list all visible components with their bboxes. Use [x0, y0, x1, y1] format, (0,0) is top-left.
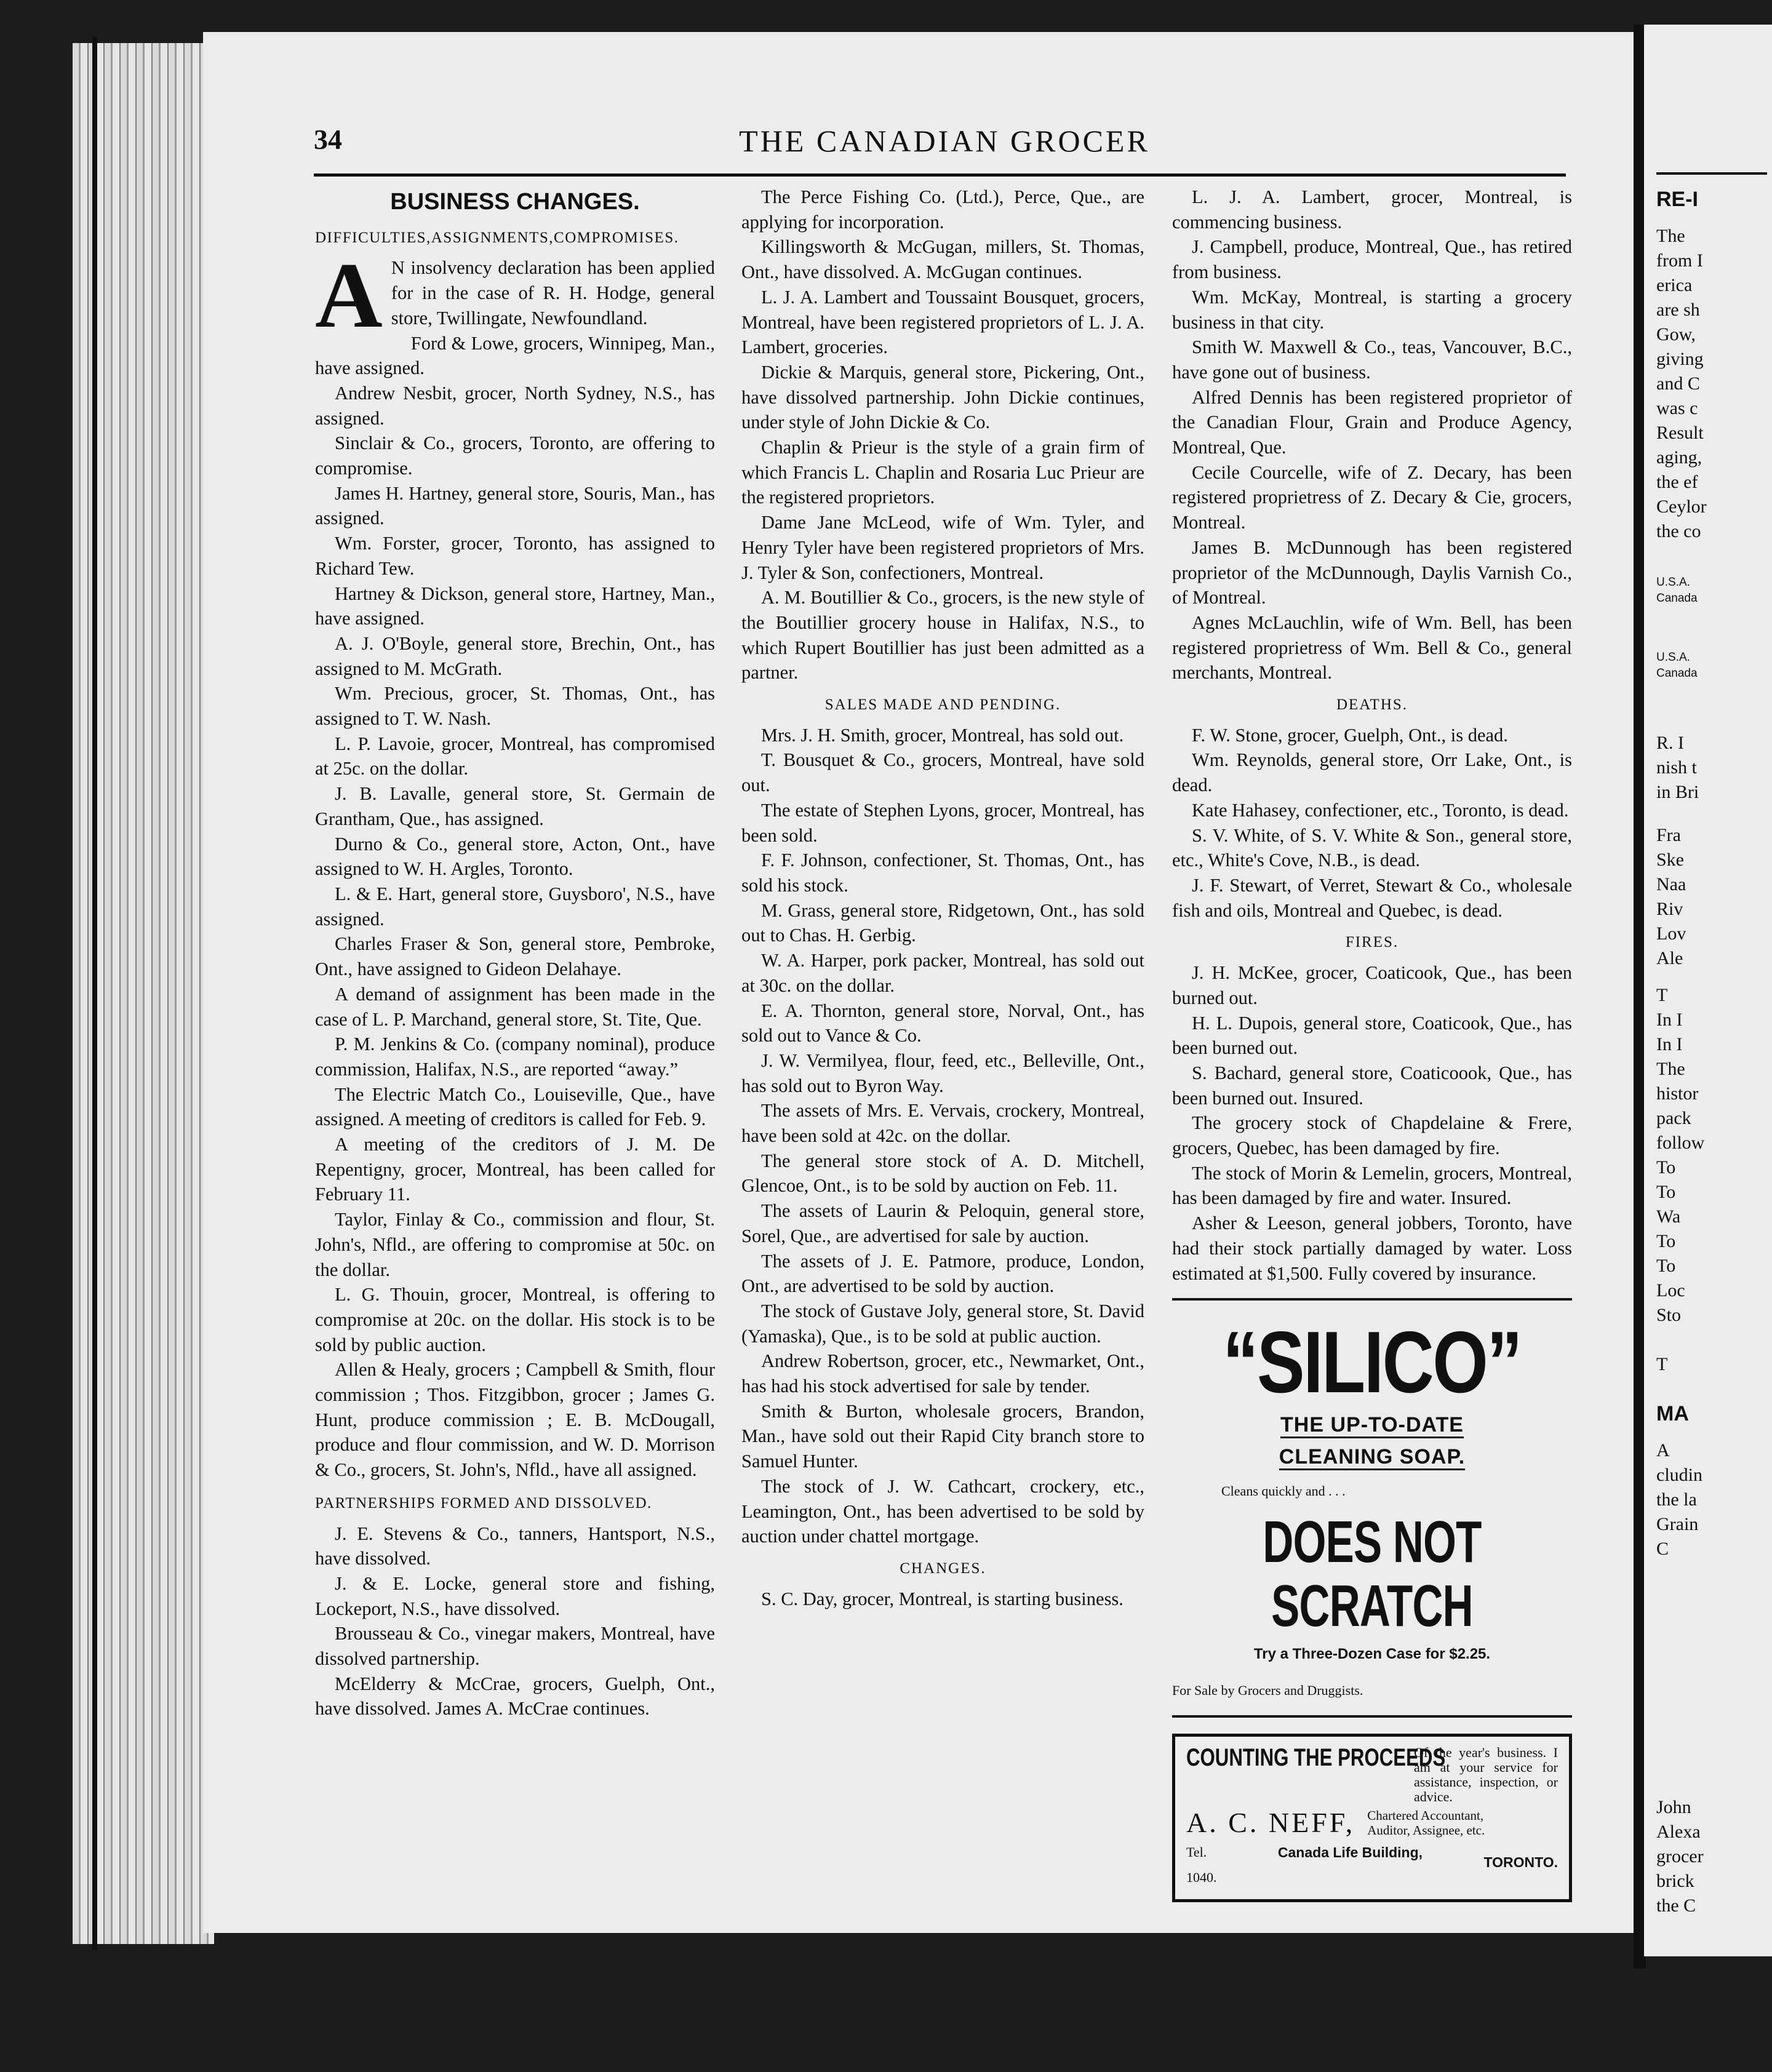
notice-paragraph: L. G. Thouin, grocer, Montreal, is offering to compromise at 20c. on the dollar. His stock is to be sold by public auction. [315, 1284, 715, 1355]
notice-paragraph: The stock of Morin & Lemelin, grocers, Montreal, has been damaged by fire and water. Insured. [1172, 1162, 1572, 1209]
next-page-line: Gow, [1656, 324, 1696, 345]
neff-tel-label: Tel. [1186, 1844, 1207, 1860]
notice-paragraph: Wm. Reynolds, general store, Orr Lake, Ont., is dead. [1172, 749, 1572, 796]
notice-paragraph: The estate of Stephen Lyons, grocer, Montreal, has been sold. [741, 799, 1144, 846]
col2-list-3 [741, 1587, 1144, 1612]
next-page-line: Alexa [1656, 1822, 1701, 1842]
ad-rule-bottom [1172, 1715, 1572, 1718]
neff-city: TORONTO. [1483, 1854, 1558, 1871]
next-page-line: A [1656, 1440, 1670, 1460]
notice-paragraph: James B. McDunnough has been registered proprietor of the McDunnough, Daylis Varnish Co., of Montreal. [1172, 536, 1572, 608]
next-page-line: brick [1656, 1871, 1694, 1891]
silico-slogan: DOES NOT SCRATCH [1263, 1508, 1482, 1639]
notice-paragraph: Smith & Burton, wholesale grocers, Brandon, Man., have sold out their Rapid City branch store to Samuel Hunter. [741, 1400, 1144, 1472]
col2-list [741, 185, 1144, 685]
next-small-2 [1656, 650, 1772, 682]
binding-shadow [92, 37, 97, 1950]
next-page-fragment [1644, 25, 1772, 1956]
next-page-line: was c [1656, 398, 1698, 418]
next-page-line: erica [1656, 275, 1693, 295]
notice-paragraph: The grocery stock of Chapdelaine & Frere, grocers, Quebec, has been damaged by fire. [1172, 1112, 1572, 1159]
next-page-line: Sto [1656, 1305, 1682, 1325]
next-page-line: The [1656, 1059, 1685, 1079]
silico-advertisement [1172, 1298, 1572, 1718]
deaths-subhead: DEATHS. [1336, 696, 1408, 714]
notice-paragraph: Agnes McLauchlin, wife of Wm. Bell, has been registered proprietress of Wm. Bell & Co., general merchants, Montreal. [1172, 612, 1572, 683]
neff-role-1: Chartered Accountant, [1367, 1808, 1484, 1823]
notice-paragraph: E. A. Thornton, general store, Norval, Ont., has sold out to Vance & Co. [741, 1000, 1144, 1046]
silico-sale-note: For Sale by Grocers and Druggists. [1172, 1682, 1363, 1698]
notice-paragraph: James H. Hartney, general store, Souris, Man., has assigned. [315, 482, 715, 529]
drop-cap: A [315, 244, 383, 348]
notice-paragraph: Wm. McKay, Montreal, is starting a grocery business in that city. [1172, 286, 1572, 333]
notice-paragraph: The general store stock of A. D. Mitchell, Glencoe, Ont., is to be sold by auction on Feb. 11. [741, 1150, 1144, 1197]
notice-paragraph: The stock of J. W. Cathcart, crockery, etc., Leamington, Ont., has been advertised to be sold by auction under chattel mortgage. [741, 1475, 1144, 1547]
next-page-line: Loc [1656, 1280, 1685, 1301]
notice-paragraph: A meeting of the creditors of J. M. De Repentigny, grocer, Montreal, has been called for February 11. [315, 1134, 715, 1205]
running-title: THE CANADIAN GROCER [739, 124, 1150, 158]
silico-line1: THE UP-TO-DATE [1280, 1413, 1464, 1438]
next-page-line: To [1656, 1231, 1676, 1251]
next-page-line: T [1656, 985, 1668, 1005]
neff-tel-number: 1040. [1186, 1870, 1217, 1886]
notice-paragraph: L. J. A. Lambert and Toussaint Bousquet, grocers, Montreal, have been registered proprietors of L. J. A. Lambert, groceries. [741, 286, 1144, 358]
next-page-line: Canada [1656, 592, 1698, 605]
silico-cleans: Cleans quickly and . . . [1221, 1483, 1346, 1499]
notice-paragraph: Mrs. J. H. Smith, grocer, Montreal, has sold out. [761, 724, 1124, 746]
notice-paragraph: Andrew Nesbit, grocer, North Sydney, N.S., has assigned. [315, 382, 715, 429]
notice-paragraph: S. Bachard, general store, Coaticoook, Que., has been burned out. Insured. [1172, 1062, 1572, 1109]
next-lines-5 [1656, 1438, 1772, 1561]
next-page-line: in Bri [1656, 782, 1699, 802]
notice-paragraph: J. & E. Locke, general store and fishing, Lockeport, N.S., have dissolved. [315, 1572, 715, 1619]
notice-paragraph: Durno & Co., general store, Acton, Ont., have assigned to W. H. Argles, Toronto. [315, 833, 715, 880]
next-page-line: Fra [1656, 825, 1681, 845]
notice-paragraph: Wm. Precious, grocer, St. Thomas, Ont., has assigned to T. W. Nash. [315, 683, 715, 730]
notice-paragraph: J. F. Stewart, of Verret, Stewart & Co., wholesale fish and oils, Montreal and Quebec, is dead. [1172, 874, 1572, 921]
notice-paragraph: T. Bousquet & Co., grocers, Montreal, have sold out. [741, 749, 1144, 796]
next-page-line: and C [1656, 373, 1700, 394]
notice-paragraph: Kate Hahasey, confectioner, etc., Toronto, is dead. [1192, 799, 1569, 821]
column-1 [315, 185, 715, 1721]
next-page-line: grocer [1656, 1846, 1704, 1867]
col3-list [1172, 185, 1572, 685]
next-page-line: Canada [1656, 667, 1698, 680]
notice-paragraph: The assets of J. E. Patmore, produce, London, Ont., are advertised to be sold by auction. [741, 1250, 1144, 1297]
next-page-line: Grain [1656, 1514, 1699, 1534]
next-page-line: histor [1656, 1083, 1699, 1104]
notice-paragraph: The Electric Match Co., Louiseville, Que., have assigned. A meeting of creditors is called for Feb. 9. [315, 1083, 715, 1130]
col1-list-2 [315, 1521, 715, 1722]
next-page-line: U.S.A. [1656, 576, 1690, 589]
fires-subhead: FIRES. [1345, 934, 1399, 951]
silico-title: “SILICO” [1223, 1313, 1522, 1412]
notice-paragraph: L. & E. Hart, general store, Guysboro', N.S., have assigned. [315, 883, 715, 930]
notice-paragraph: Allen & Healy, grocers ; Campbell & Smith, flour commission ; Thos. Fitzgibbon, grocer ; James G. Hunt, produce commission ; E. B. McDougall, produce and flour commission, and W. D. Morrison & Co., grocers, St. John's, Nfld., have all assigned. [315, 1359, 715, 1481]
notice-paragraph: Cecile Courcelle, wife of Z. Decary, has been registered proprietress of Z. Decary & Cie, grocers, Montreal. [1172, 461, 1572, 533]
neff-building: Canada Life Building, [1277, 1844, 1423, 1861]
notice-paragraph: The stock of Gustave Joly, general store, St. David (Yamaska), Que., is to be sold at public auction. [741, 1300, 1144, 1347]
notice-paragraph: Wm. Forster, grocer, Toronto, has assigned to Richard Tew. [315, 533, 715, 579]
next-heading-2: MA [1656, 1402, 1689, 1425]
notice-paragraph: J. B. Lavalle, general store, St. Germain de Grantham, Que., has assigned. [315, 783, 715, 829]
changes-subhead: CHANGES. [900, 1560, 986, 1577]
next-page-line: the C [1656, 1895, 1696, 1916]
next-page-line: To [1656, 1157, 1676, 1177]
notice-paragraph: Dickie & Marquis, general store, Pickering, Ont., have dissolved partnership. John Dickie continues, under style of John Dickie & Co. [741, 361, 1144, 433]
notice-paragraph: The assets of Laurin & Peloquin, general store, Sorel, Que., are advertised for sale by auction. [741, 1200, 1144, 1246]
notice-paragraph: P. M. Jenkins & Co. (company nominal), produce commission, Halifax, N.S., are reported “away.” [315, 1034, 715, 1080]
next-lines-1 [1656, 224, 1772, 544]
next-page-line: Ale [1656, 948, 1683, 968]
next-page-line: The [1656, 226, 1685, 246]
notice-paragraph: A demand of assignment has been made in the case of L. P. Marchand, general store, St. Tite, Que. [315, 983, 715, 1030]
next-page-heading: RE-I [1656, 188, 1698, 211]
header-rule [314, 173, 1566, 177]
next-lines-3 [1656, 823, 1772, 971]
section-heading: BUSINESS CHANGES. [390, 189, 640, 215]
next-page-line: C [1656, 1539, 1669, 1559]
section-subhead: DIFFICULTIES,ASSIGNMENTS,COMPROMISES. [315, 229, 679, 246]
notice-paragraph: J. H. McKee, grocer, Coaticook, Que., has been burned out. [1172, 962, 1572, 1008]
lead-paragraph: A N insolvency declaration has been applied for in the case of R. H. Hodge, general store, Twillingate, Newfoundland. [315, 244, 715, 348]
next-page-line: Lov [1656, 923, 1686, 944]
next-page-line: To [1656, 1182, 1676, 1202]
notice-paragraph: H. L. Dupois, general store, Coaticook, Que., has been burned out. [1172, 1012, 1572, 1059]
next-page-line: John [1656, 1797, 1691, 1817]
notice-paragraph: Killingsworth & McGugan, millers, St. Thomas, Ont., have dissolved. A. McGugan continues. [741, 236, 1144, 283]
next-page-line: In I [1656, 1010, 1683, 1030]
notice-paragraph: J. E. Stevens & Co., tanners, Hantsport, N.S., have dissolved. [315, 1523, 715, 1569]
column-2 [741, 185, 1144, 1611]
next-page-line: Ske [1656, 850, 1684, 870]
next-page-line: Riv [1656, 899, 1683, 919]
next-page-line: cludin [1656, 1465, 1702, 1485]
next-page-line: pack [1656, 1108, 1691, 1128]
notice-paragraph: J. W. Vermilyea, flour, feed, etc., Belleville, Ont., has sold out to Byron Way. [741, 1050, 1144, 1096]
next-page-line: are sh [1656, 300, 1700, 320]
next-page-line: Wa [1656, 1206, 1681, 1227]
neff-advertisement [1172, 1734, 1572, 1902]
notice-paragraph: Sinclair & Co., grocers, Toronto, are offering to compromise. [315, 432, 715, 479]
sales-subhead: SALES MADE AND PENDING. [824, 696, 1061, 714]
next-page-line: follow [1656, 1133, 1705, 1153]
notice-paragraph: S. C. Day, grocer, Montreal, is starting business. [761, 1588, 1123, 1609]
notice-paragraph: J. Campbell, produce, Montreal, Que., has retired from business. [1172, 236, 1572, 283]
notice-paragraph: McElderry & McCrae, grocers, Guelph, Ont., have dissolved. James A. McCrae continues. [315, 1673, 715, 1719]
neff-description: Of the year's business. I am at your service for assistance, inspection, or advice. [1414, 1745, 1558, 1805]
next-page-line: R. I [1656, 733, 1684, 753]
ad-rule [1172, 1298, 1572, 1301]
next-lines-2 [1656, 731, 1772, 805]
notice-paragraph: The Perce Fishing Co. (Ltd.), Perce, Que., are applying for incorporation. [741, 186, 1144, 233]
notice-paragraph: W. A. Harper, pork packer, Montreal, has sold out at 30c. on the dollar. [741, 950, 1144, 996]
next-page-line: giving [1656, 349, 1704, 369]
next-page-line: Naa [1656, 874, 1686, 895]
page-number: 34 [314, 124, 342, 155]
next-page-line: from I [1656, 250, 1703, 271]
neff-name: A. C. NEFF, [1186, 1806, 1355, 1838]
partnerships-subhead: PARTNERSHIPS FORMED AND DISSOLVED. [315, 1494, 652, 1512]
notice-paragraph: L. J. A. Lambert, grocer, Montreal, is commencing business. [1172, 186, 1572, 233]
notice-paragraph: L. P. Lavoie, grocer, Montreal, has compromised at 25c. on the dollar. [315, 733, 715, 779]
notice-paragraph: Charles Fraser & Son, general store, Pembroke, Ont., have assigned to Gideon Delahaye. [315, 933, 715, 980]
next-page-line: In I [1656, 1034, 1683, 1054]
notice-paragraph: Andrew Robertson, grocer, etc., Newmarket, Ont., has had his stock advertised for sale by tender. [741, 1350, 1144, 1397]
notice-paragraph: Taylor, Finlay & Co., commission and flour, St. John's, Nfld., are offering to compromise at 50c. on the dollar. [315, 1209, 715, 1280]
next-t: T [1656, 1354, 1668, 1374]
notice-paragraph: Alfred Dennis has been registered proprietor of the Canadian Flour, Grain and Produce Agency, Montreal, Que. [1172, 386, 1572, 458]
next-page-line: the co [1656, 521, 1701, 541]
neff-title: COUNTING THE PROCEEDS [1186, 1744, 1446, 1772]
next-page-line: aging, [1656, 447, 1702, 468]
next-page-line: U.S.A. [1656, 651, 1690, 664]
notice-paragraph: Chaplin & Prieur is the style of a grain firm of which Francis L. Chaplin and Rosaria Luc Prieur are the registered proprietors. [741, 437, 1144, 508]
notice-paragraph: Ford & Lowe, grocers, Winnipeg, Man., have assigned. [315, 332, 715, 379]
notice-paragraph: F. F. Johnson, confectioner, St. Thomas, Ont., has sold his stock. [741, 850, 1144, 896]
next-page-line: Ceylor [1656, 496, 1707, 517]
next-page-line: nish t [1656, 757, 1697, 778]
notice-paragraph: Dame Jane McLeod, wife of Wm. Tyler, and Henry Tyler have been registered proprietors of Mrs. J. Tyler & Son, confectioners, Montreal. [741, 512, 1144, 583]
notice-paragraph: The assets of Mrs. E. Vervais, crockery, Montreal, have been sold at 42c. on the dollar. [741, 1100, 1144, 1147]
col3-list-3 [1172, 960, 1572, 1286]
notice-paragraph: F. W. Stone, grocer, Guelph, Ont., is dead. [1192, 724, 1508, 746]
notice-paragraph: Hartney & Dickson, general store, Hartney, Man., have assigned. [315, 583, 715, 629]
col3-list-2 [1172, 723, 1572, 923]
next-page-line: To [1656, 1256, 1676, 1276]
col1-list [315, 331, 715, 1483]
silico-line2: CLEANING SOAP. [1279, 1445, 1465, 1470]
column-3 [1172, 185, 1572, 1902]
notice-paragraph: Asher & Leeson, general jobbers, Toronto, have had their stock partially damaged by water. Loss estimated at $1,500. Fully covered by insurance. [1172, 1213, 1572, 1284]
notice-paragraph: Brousseau & Co., vinegar makers, Montreal, have dissolved partnership. [315, 1623, 715, 1670]
next-lines-6 [1656, 1795, 1772, 1918]
notice-paragraph: Smith W. Maxwell & Co., teas, Vancouver, B.C., have gone out of business. [1172, 337, 1572, 383]
next-page-rule [1656, 172, 1767, 175]
notice-paragraph: A. J. O'Boyle, general store, Brechin, Ont., has assigned to M. McGrath. [315, 632, 715, 679]
next-page-line: Result [1656, 423, 1704, 443]
notice-paragraph: M. Grass, general store, Ridgetown, Ont., has sold out to Chas. H. Gerbig. [741, 899, 1144, 946]
next-lines-4 [1656, 983, 1772, 1328]
next-page-line: the ef [1656, 472, 1698, 492]
page-header [314, 123, 1575, 166]
notice-paragraph: S. V. White, of S. V. White & Son., general store, etc., White's Cove, N.B., is dead. [1172, 824, 1572, 871]
next-small-1 [1656, 575, 1772, 607]
notice-paragraph: A. M. Boutillier & Co., grocers, is the new style of the Boutillier grocery house in Halifax, N.S., to which Rupert Boutillier has just been admitted as a partner. [741, 587, 1144, 683]
next-page-line: the la [1656, 1489, 1697, 1510]
col2-list-2 [741, 723, 1144, 1549]
neff-role-2: Auditor, Assignee, etc. [1367, 1823, 1485, 1838]
silico-offer: Try a Three-Dozen Case for $2.25. [1253, 1645, 1491, 1662]
